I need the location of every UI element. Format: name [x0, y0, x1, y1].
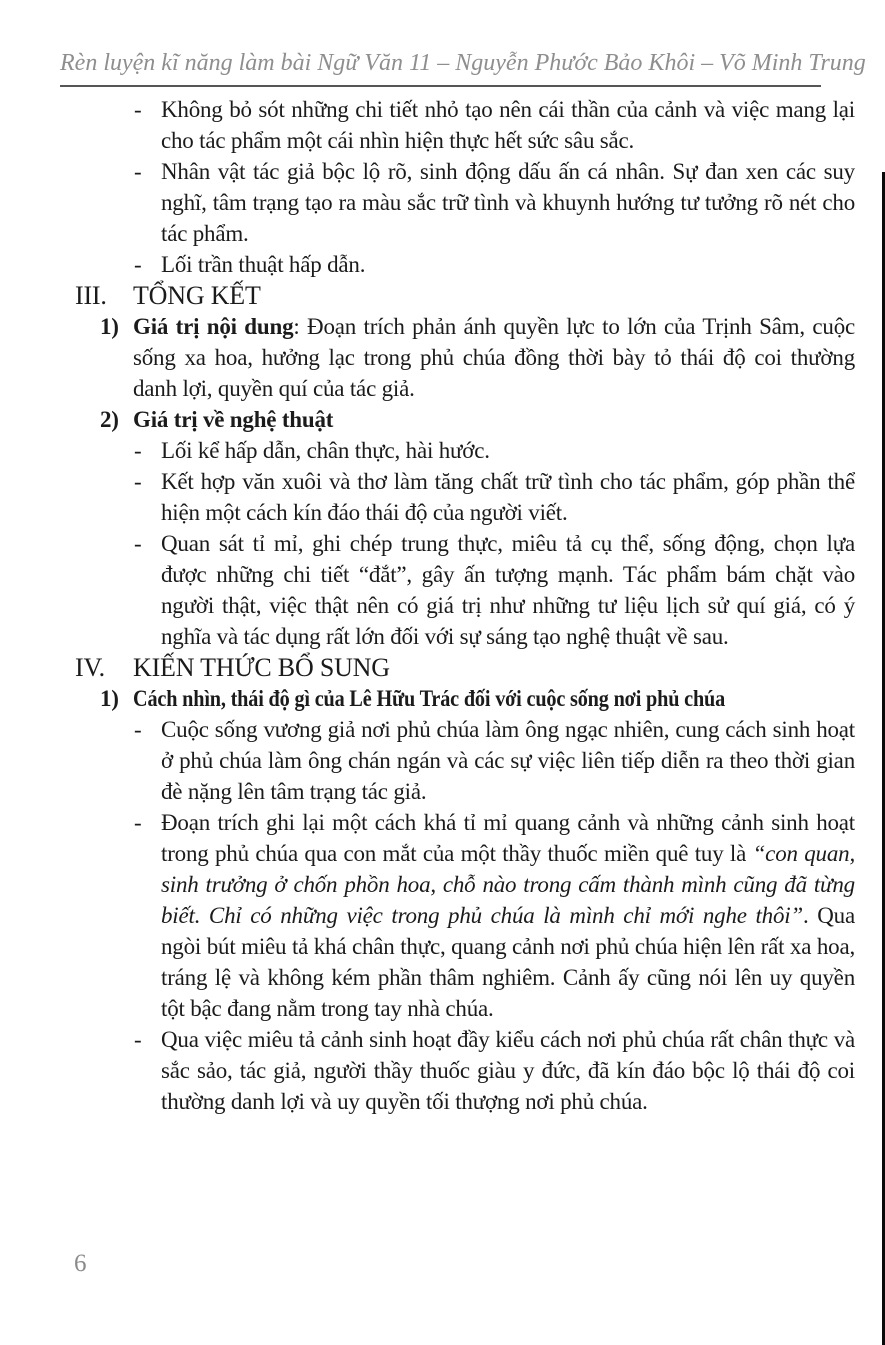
dash-marker: - [134, 717, 142, 742]
section-numeral: IV. [75, 653, 105, 682]
item-lead: Cách nhìn, thái độ gì của Lê Hữu Trác đối với cuộc sống nơi phủ chúa [133, 686, 726, 711]
bullet-text: Lối kể hấp dẫn, chân thực, hài hước. [161, 438, 490, 463]
page-number: 6 [74, 1250, 87, 1277]
bullet-item-8 [0, 807, 855, 1024]
bullet-text: Nhân vật tác giả bộc lộ rõ, sinh động dấu ấn cá nhân. Sự đan xen các suy nghĩ, tâm trạng tạo ra màu sắc trữ tình và khuynh hướng tư tưởng rõ nét cho tác phẩm. [161, 159, 855, 246]
bullet-text: Quan sát tỉ mỉ, ghi chép trung thực, miêu tả cụ thể, sống động, chọn lựa được những chi tiết “đắt”, gây ấn tượng mạnh. Tác phẩm bám chặt vào người thật, việc thật nên có giá trị như những tư liệu lịch sử quí giá, có ý nghĩa và tác dụng rất lớn đối với sự sáng tạo nghệ thuật về sau. [161, 531, 855, 649]
numbered-item-gia-tri-nghe-thuat [0, 404, 855, 435]
dash-marker: - [134, 469, 142, 494]
section-heading-tong-ket [0, 280, 855, 311]
bullet-item-1 [0, 94, 855, 156]
dash-marker: - [134, 1027, 142, 1052]
numbered-item-gia-tri-noi-dung [0, 311, 855, 404]
bullet-text: Qua việc miêu tả cảnh sinh hoạt đầy kiểu cách nơi phủ chúa rất chân thực và sắc sảo, tác giả, người thầy thuốc giàu y đức, đã kín đáo bộc lộ thái độ coi thường danh lợi và uy quyền tối thượng nơi phủ chúa. [161, 1027, 855, 1114]
item-separator: : [293, 314, 308, 339]
bullet-text: Lối trần thuật hấp dẫn. [161, 252, 366, 277]
numbered-item-cach-nhin [0, 683, 855, 714]
item-number: 2) [100, 407, 119, 432]
bullet-text-post: . Qua ngòi bút miêu tả khá chân thực, quang cảnh nơi phủ chúa hiện lên rất xa hoa, tráng lệ và không kém phần thâm nghiêm. Cảnh ấy cũng nói lên uy quyền tột bậc đang nằm trong tay nhà chúa. [161, 903, 855, 1021]
dash-marker: - [134, 531, 142, 556]
section-title: KIẾN THỨC BỔ SUNG [133, 653, 390, 682]
bullet-text-pre: Đoạn trích ghi lại một cách khá tỉ mỉ quang cảnh và những cảnh sinh hoạt trong phủ chúa qua con mắt của một thầy thuốc miền quê tuy là [161, 810, 855, 866]
item-lead: Giá trị nội dung [133, 314, 294, 339]
item-number: 1) [100, 686, 119, 711]
section-heading-kien-thuc-bo-sung [0, 652, 855, 683]
page-content [0, 94, 855, 1117]
section-title: TỔNG KẾT [133, 281, 261, 310]
dash-marker: - [134, 252, 142, 277]
section-numeral: III. [75, 281, 107, 310]
bullet-text [161, 807, 855, 1024]
dash-marker: - [134, 97, 142, 122]
bullet-item-5 [0, 466, 855, 528]
dash-marker: - [134, 159, 142, 184]
bullet-text: Kết hợp văn xuôi và thơ làm tăng chất trữ tình cho tác phẩm, góp phần thể hiện một cách kín đáo thái độ của người viết. [161, 469, 855, 525]
bullet-item-9 [0, 1024, 855, 1117]
item-number: 1) [100, 314, 119, 339]
item-lead: Giá trị về nghệ thuật [133, 407, 334, 432]
dash-marker: - [134, 810, 142, 835]
running-header-title: Rèn luyện kĩ năng làm bài Ngữ Văn 11 – Nguyễn Phước Bảo Khôi – Võ Minh Trung [60, 50, 866, 76]
item-body [133, 683, 855, 714]
bullet-item-6 [0, 528, 855, 652]
item-text: Đoạn trích phản ánh quyền lực to lớn của Trịnh Sâm, cuộc sống xa hoa, hưởng lạc trong phủ chúa đồng thời bày tỏ thái độ coi thường danh lợi, quyền quí của tác giả. [133, 314, 855, 401]
bullet-text: Cuộc sống vương giả nơi phủ chúa làm ông ngạc nhiên, cung cách sinh hoạt ở phủ chúa làm ông chán ngán và các sự việc liên tiếp diễn ra theo thời gian đè nặng lên tâm trạng tác giả. [161, 717, 855, 804]
bullet-item-7 [0, 714, 855, 807]
running-header [60, 48, 866, 87]
bullet-item-3 [0, 249, 855, 280]
bullet-item-2 [0, 156, 855, 249]
quoted-passage: “con quan, sinh trưởng ở chốn phồn hoa, chỗ nào trong cấm thành mình cũng đã từng biết. Chỉ có những việc trong phủ chúa là mình chỉ mới nghe thôi” [161, 841, 855, 928]
bullet-item-4 [0, 435, 855, 466]
dash-marker: - [134, 438, 142, 463]
bullet-text: Không bỏ sót những chi tiết nhỏ tạo nên cái thần của cảnh và việc mang lại cho tác phẩm một cái nhìn hiện thực hết sức sâu sắc. [161, 97, 855, 153]
item-body [133, 311, 855, 404]
